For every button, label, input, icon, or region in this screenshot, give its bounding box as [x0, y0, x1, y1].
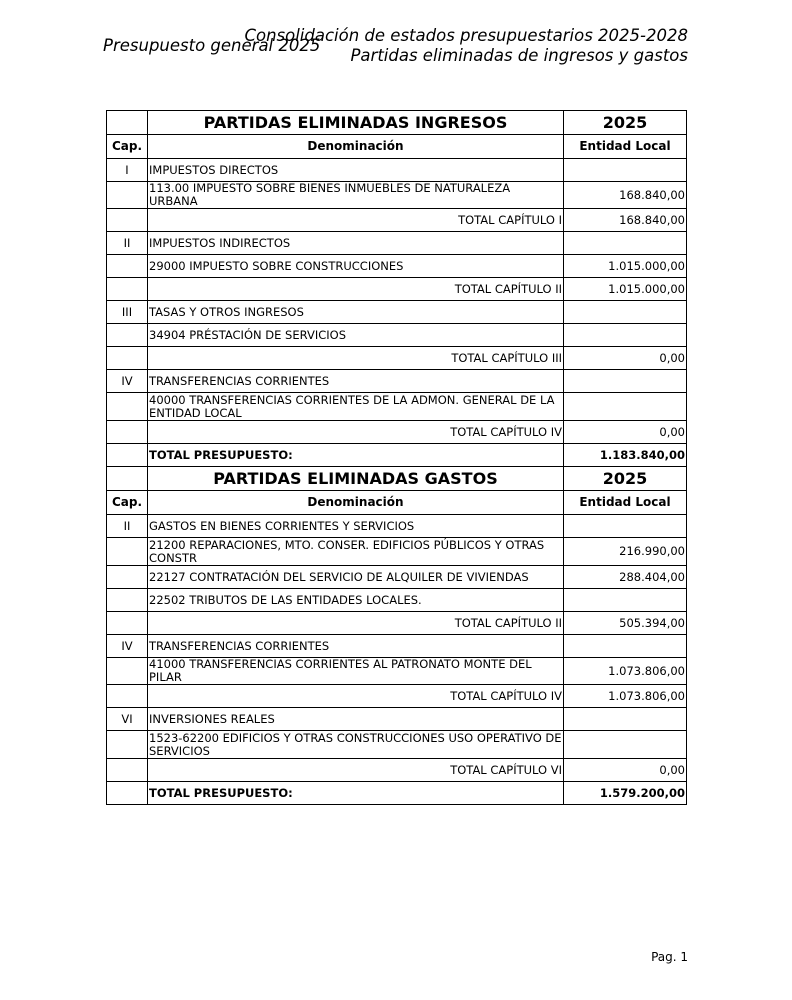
item-row — [107, 393, 687, 421]
ingresos-title-row — [107, 111, 687, 135]
cap-cell: II — [107, 515, 148, 538]
entidad-local-value: 288.404,00 — [564, 566, 687, 589]
chapter-total-label: TOTAL CAPÍTULO II — [148, 612, 564, 635]
document-title: Consolidación de estados presupuestarios 2025-2028 — [244, 26, 688, 45]
chapter-row — [107, 515, 687, 538]
column-header-entidad-local: Entidad Local — [564, 491, 687, 515]
cap-cell — [107, 685, 148, 708]
chapter-row — [107, 159, 687, 182]
entidad-local-value — [564, 324, 687, 347]
denominacion-cell: 41000 TRANSFERENCIAS CORRIENTES AL PATRONATO MONTE DEL PILAR — [148, 658, 564, 685]
denominacion-cell: 29000 IMPUESTO SOBRE CONSTRUCCIONES — [148, 255, 564, 278]
chapter-row — [107, 370, 687, 393]
cap-cell — [107, 255, 148, 278]
chapter-total-row — [107, 209, 687, 232]
cap-cell: IV — [107, 370, 148, 393]
entidad-local-value: 1.015.000,00 — [564, 255, 687, 278]
cap-cell — [107, 393, 148, 421]
column-header-denominacion: Denominación — [148, 135, 564, 159]
chapter-total-row — [107, 759, 687, 782]
entidad-local-value: 0,00 — [564, 759, 687, 782]
gastos-total-row — [107, 782, 687, 805]
ingresos-total-row — [107, 444, 687, 467]
chapter-total-label: TOTAL CAPÍTULO I — [148, 209, 564, 232]
entidad-local-value: 505.394,00 — [564, 612, 687, 635]
cap-cell — [107, 658, 148, 685]
denominacion-cell: 40000 TRANSFERENCIAS CORRIENTES DE LA ADMON. GENERAL DE LA ENTIDAD LOCAL — [148, 393, 564, 421]
cap-cell — [107, 538, 148, 566]
item-row — [107, 538, 687, 566]
cap-cell: IV — [107, 635, 148, 658]
denominacion-cell: INVERSIONES REALES — [148, 708, 564, 731]
entidad-local-value: 0,00 — [564, 421, 687, 444]
denominacion-cell: 22502 TRIBUTOS DE LAS ENTIDADES LOCALES. — [148, 589, 564, 612]
cap-cell — [107, 612, 148, 635]
cap-cell — [107, 589, 148, 612]
ingresos-year: 2025 — [564, 111, 687, 135]
gastos-title-row — [107, 467, 687, 491]
page-number: Pag. 1 — [651, 950, 688, 964]
chapter-total-label: TOTAL CAPÍTULO II — [148, 278, 564, 301]
entidad-local-value — [564, 731, 687, 759]
column-header-entidad-local: Entidad Local — [564, 135, 687, 159]
chapter-total-row — [107, 421, 687, 444]
entidad-local-value — [564, 515, 687, 538]
document-subtitle: Presupuesto general 2025 — [103, 36, 321, 55]
cap-cell — [107, 278, 148, 301]
item-row — [107, 324, 687, 347]
entidad-local-value: 0,00 — [564, 347, 687, 370]
chapter-total-label: TOTAL CAPÍTULO IV — [148, 685, 564, 708]
entidad-local-value — [564, 708, 687, 731]
denominacion-cell: IMPUESTOS DIRECTOS — [148, 159, 564, 182]
item-row — [107, 255, 687, 278]
denominacion-cell: GASTOS EN BIENES CORRIENTES Y SERVICIOS — [148, 515, 564, 538]
gastos-rows — [107, 515, 687, 782]
denominacion-cell: TRANSFERENCIAS CORRIENTES — [148, 370, 564, 393]
chapter-total-label: TOTAL CAPÍTULO IV — [148, 421, 564, 444]
chapter-total-label: TOTAL CAPÍTULO VI — [148, 759, 564, 782]
denominacion-cell: IMPUESTOS INDIRECTOS — [148, 232, 564, 255]
cap-cell: VI — [107, 708, 148, 731]
item-row — [107, 589, 687, 612]
ingresos-rows — [107, 159, 687, 444]
chapter-row — [107, 232, 687, 255]
entidad-local-value — [564, 370, 687, 393]
cap-cell: I — [107, 159, 148, 182]
entidad-local-value: 1.015.000,00 — [564, 278, 687, 301]
entidad-local-value — [564, 635, 687, 658]
item-row — [107, 658, 687, 685]
item-row — [107, 731, 687, 759]
entidad-local-value: 216.990,00 — [564, 538, 687, 566]
chapter-total-label: TOTAL CAPÍTULO III — [148, 347, 564, 370]
column-header-cap: Cap. — [107, 135, 148, 159]
cap-cell — [107, 566, 148, 589]
column-header-denominacion: Denominación — [148, 491, 564, 515]
denominacion-cell: 113.00 IMPUESTO SOBRE BIENES INMUEBLES DE NATURALEZA URBANA — [148, 182, 564, 209]
chapter-total-row — [107, 685, 687, 708]
chapter-total-row — [107, 347, 687, 370]
gastos-year: 2025 — [564, 467, 687, 491]
denominacion-cell: 21200 REPARACIONES, MTO. CONSER. EDIFICIOS PÚBLICOS Y OTRAS CONSTR — [148, 538, 564, 566]
entidad-local-value — [564, 589, 687, 612]
column-header-cap: Cap. — [107, 491, 148, 515]
entidad-local-value — [564, 159, 687, 182]
denominacion-cell: 22127 CONTRATACIÓN DEL SERVICIO DE ALQUILER DE VIVIENDAS — [148, 566, 564, 589]
entidad-local-value: 168.840,00 — [564, 182, 687, 209]
item-row — [107, 182, 687, 209]
ingresos-total-value: 1.183.840,00 — [564, 444, 687, 467]
cap-cell: III — [107, 301, 148, 324]
ingresos-column-header-row — [107, 135, 687, 159]
cap-cell — [107, 182, 148, 209]
denominacion-cell: TASAS Y OTROS INGRESOS — [148, 301, 564, 324]
cap-cell — [107, 324, 148, 347]
cap-cell — [107, 731, 148, 759]
entidad-local-value: 1.073.806,00 — [564, 658, 687, 685]
ingresos-title: PARTIDAS ELIMINADAS INGRESOS — [148, 111, 564, 135]
document-section-title: Partidas eliminadas de ingresos y gastos — [350, 46, 688, 65]
cap-cell — [107, 347, 148, 370]
gastos-title: PARTIDAS ELIMINADAS GASTOS — [148, 467, 564, 491]
entidad-local-value: 168.840,00 — [564, 209, 687, 232]
chapter-row — [107, 708, 687, 731]
cap-cell: II — [107, 232, 148, 255]
denominacion-cell: 34904 PRÉSTACIÓN DE SERVICIOS — [148, 324, 564, 347]
budget-tables — [106, 110, 686, 805]
denominacion-cell: 1523-62200 EDIFICIOS Y OTRAS CONSTRUCCIONES USO OPERATIVO DE SERVICIOS — [149, 730, 562, 758]
entidad-local-value — [564, 393, 687, 421]
chapter-row — [107, 635, 687, 658]
ingresos-total-label: TOTAL PRESUPUESTO: — [148, 444, 564, 467]
cap-cell — [107, 759, 148, 782]
entidad-local-value — [564, 232, 687, 255]
cap-cell — [107, 421, 148, 444]
item-row — [107, 566, 687, 589]
chapter-row — [107, 301, 687, 324]
budget-table — [106, 110, 687, 805]
chapter-total-row — [107, 612, 687, 635]
chapter-total-row — [107, 278, 687, 301]
entidad-local-value: 1.073.806,00 — [564, 685, 687, 708]
denominacion-cell: TRANSFERENCIAS CORRIENTES — [148, 635, 564, 658]
gastos-total-value: 1.579.200,00 — [564, 782, 687, 805]
cap-cell — [107, 209, 148, 232]
gastos-total-label: TOTAL PRESUPUESTO: — [148, 782, 564, 805]
gastos-column-header-row — [107, 491, 687, 515]
entidad-local-value — [564, 301, 687, 324]
